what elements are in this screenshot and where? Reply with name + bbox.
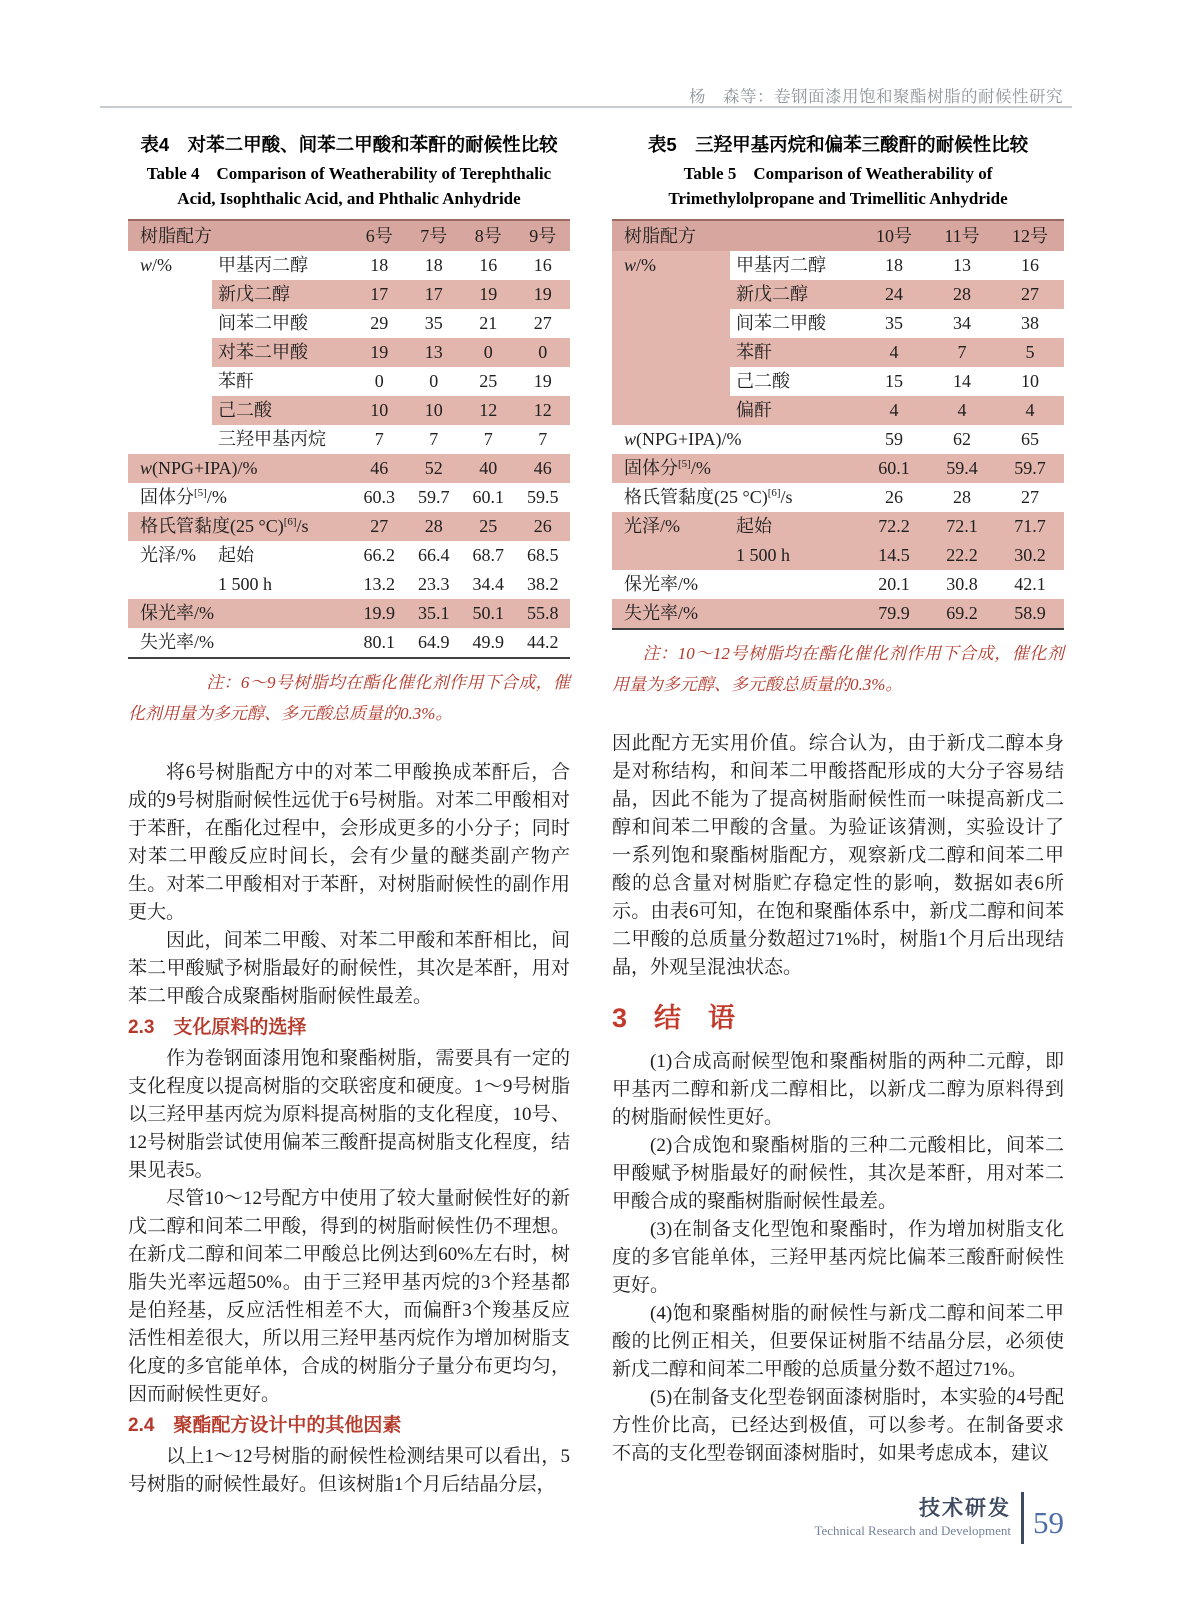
table-cell-value: 59.7 [996, 454, 1064, 483]
table-row-label: 固体分[5]/% [612, 454, 860, 483]
table-row-label: 1 500 h [218, 574, 272, 594]
table-cell-value: 0 [461, 338, 516, 367]
table-header-cell: 12号 [996, 221, 1064, 251]
table-cell-value: 68.7 [472, 545, 504, 565]
table-cell-value: 27 [996, 280, 1064, 309]
table-cell-value: 35 [885, 313, 903, 333]
table-cell-value: 7 [429, 429, 439, 449]
table4 [128, 219, 570, 659]
table-cell-value: 4 [860, 396, 928, 425]
table-header-cell: 11号 [928, 221, 996, 251]
table-cell-value: 72.2 [860, 512, 928, 541]
footer-divider [1021, 1492, 1024, 1544]
body-paragraph: (5)在制备支化型卷钢面漆树脂时，本实验的4号配方性价比高，已经达到极值，可以参考。在制备要求不高的支化型卷钢面漆树脂时，如果考虑成本，建议 [612, 1387, 1064, 1464]
table-row-group-label: 光泽/% [612, 512, 730, 570]
table-row-label: 三羟甲基丙烷 [218, 429, 326, 449]
table-cell-value: 59.5 [527, 487, 559, 507]
table-cell-value: 23.3 [418, 574, 450, 594]
table-cell-value: 66.4 [418, 545, 450, 565]
table-cell-value: 7 [483, 429, 493, 449]
table4-title-en: Table 4 Comparison of Weatherability of Terephthalic Acid, Isophthalic Acid, and Phthalic Anhydride [146, 164, 552, 208]
table-cell-value: 50.1 [461, 599, 516, 628]
table-row-label: 对苯二甲酸 [212, 338, 352, 367]
table-cell-value: 27 [352, 512, 407, 541]
body-paragraph: (2)合成饱和聚酯树脂的三种二元酸相比，间苯二甲酸赋予树脂最好的耐候性，其次是苯酐，用对苯二甲酸合成的聚酯树脂耐候性最差。 [612, 1135, 1064, 1212]
table-cell-value: 7 [538, 429, 548, 449]
table-cell-value: 46 [516, 454, 571, 483]
table-cell-value: 58.9 [996, 599, 1064, 628]
table-cell-value: 60.1 [860, 454, 928, 483]
table-row-label: 失光率/% [140, 632, 214, 652]
table-cell-value: 16 [479, 255, 498, 275]
table-row-label: 新戊二醇 [212, 280, 352, 309]
table-cell-value: 46 [352, 454, 407, 483]
table-cell-value: 64.9 [418, 632, 450, 652]
table-row-label: 1 500 h [730, 541, 860, 570]
table-row-label: w(NPG+IPA)/% [128, 454, 352, 483]
table-row-group-label: w/% [140, 255, 173, 275]
header-rule [100, 106, 1072, 108]
table5-title-cn: 表5 三羟甲基丙烷和偏苯三酸酐的耐候性比较 [647, 134, 1029, 155]
table-cell-value: 4 [996, 396, 1064, 425]
table-cell-value: 0 [516, 338, 571, 367]
body-paragraph: 尽管10～12号配方中使用了较大量耐候性好的新戊二醇和间苯二甲酸，得到的树脂耐候性仍不理想。在新戊二醇和间苯二甲酸总比例达到60%左右时，树脂失光率远超50%。由于三羟甲基丙烷的3个羟基都是伯羟基，反应活性相差不大，而偏酐3个羧基反应活性相差很大，所以用三羟甲基丙烷作为增加树脂支化度的多官能单体，合成的树脂分子量分布更均匀，因而耐候性更好。 [128, 1188, 570, 1405]
table-row-label: 间苯二甲酸 [218, 313, 308, 333]
table-row-label: 甲基丙二醇 [736, 255, 826, 275]
table-cell-value: 17 [352, 280, 407, 309]
table-row-label: 苯酐 [730, 338, 860, 367]
table-cell-value: 60.1 [472, 487, 504, 507]
table-cell-value: 19 [533, 371, 552, 391]
table-cell-value: 17 [407, 280, 462, 309]
table-cell-value: 72.1 [928, 512, 996, 541]
table-cell-value: 19 [352, 338, 407, 367]
table-cell-value: 13 [953, 255, 971, 275]
right-column [612, 132, 1064, 1499]
table-cell-value: 12 [516, 396, 571, 425]
table-cell-value: 20.1 [878, 574, 910, 594]
body-paragraph: (1)合成高耐候型饱和聚酯树脂的两种二元醇，即甲基丙二醇和新戊二醇相比，以新戊二醇为原料得到的树脂耐候性更好。 [612, 1051, 1064, 1128]
table-cell-value: 4 [860, 338, 928, 367]
table-cell-value: 35 [424, 313, 443, 333]
content-columns [128, 132, 1064, 1499]
table-cell-value: 19 [516, 280, 571, 309]
table-row-label: 己二酸 [212, 396, 352, 425]
table-cell-value: 26 [516, 512, 571, 541]
table-row-label: 起始 [218, 545, 254, 565]
table-row-group-label: w/% [612, 251, 730, 425]
table-header-cell: 7号 [407, 221, 462, 251]
table-cell-value: 34.4 [472, 574, 504, 594]
table-cell-value: 65 [1021, 429, 1039, 449]
table-cell-value: 24 [860, 280, 928, 309]
body-paragraph: 以上1～12号树脂的耐候性检测结果可以看出，5号树脂的耐候性最好。但该树脂1个月后结晶分层， [128, 1446, 570, 1495]
table-cell-value: 16 [533, 255, 552, 275]
table-cell-value: 59 [885, 429, 903, 449]
subsection-heading: 2.3 支化原料的选择 [128, 1017, 307, 1038]
table-cell-value: 68.5 [527, 545, 559, 565]
table-cell-value: 59.7 [418, 487, 450, 507]
table-cell-value: 19 [461, 280, 516, 309]
page-number: 59 [1033, 1505, 1064, 1540]
table-row-label: 格氏管黏度(25 °C)[6]/s [624, 487, 793, 507]
table-cell-value: 15 [885, 371, 903, 391]
table5-title-en: Table 5 Comparison of Weatherability of Trimethylolpropane and Trimellitic Anhydride [668, 164, 1008, 208]
table-header-cell: 10号 [860, 221, 928, 251]
table-cell-value: 12 [461, 396, 516, 425]
body-paragraph: 将6号树脂配方中的对苯二甲酸换成苯酐后，合成的9号树脂耐候性远优于6号树脂。对苯二甲酸相对于苯酐，在酯化过程中，会形成更多的小分子；同时对苯二甲酸反应时间长，会有少量的醚类副产物产生。对苯二甲酸相对于苯酐，对树脂耐候性的副作用更大。 [128, 762, 570, 923]
table-cell-value: 38 [1021, 313, 1039, 333]
table-row-label: 保光率/% [624, 574, 698, 594]
table-cell-value: 18 [370, 255, 389, 275]
table4-title-cn: 表4 对苯二甲酸、间苯二甲酸和苯酐的耐候性比较 [140, 134, 558, 155]
table-cell-value: 7 [928, 338, 996, 367]
table-row-label: 格氏管黏度(25 °C)[6]/s [128, 512, 352, 541]
table-cell-value: 5 [996, 338, 1064, 367]
table-row-label: 偏酐 [730, 396, 860, 425]
table-cell-value: 22.2 [928, 541, 996, 570]
table-row-group-label: 光泽/% [140, 545, 196, 565]
table4-note: 注：6～9号树脂均在酯化催化剂作用下合成，催化剂用量为多元醇、多元酸总质量的0.3%。 [128, 673, 570, 723]
left-column [128, 132, 570, 1499]
page-footer [814, 1492, 1064, 1544]
table-cell-value: 35.1 [407, 599, 462, 628]
table-row-label: 间苯二甲酸 [736, 313, 826, 333]
table-cell-value: 30.2 [996, 541, 1064, 570]
table-cell-value: 44.2 [527, 632, 559, 652]
table-cell-value: 16 [1021, 255, 1039, 275]
table-header-cell: 8号 [461, 221, 516, 251]
table5 [612, 219, 1064, 630]
table-cell-value: 27 [533, 313, 552, 333]
table-row-label: 失光率/% [612, 599, 860, 628]
table-row-label: 新戊二醇 [730, 280, 860, 309]
table-header-cell: 树脂配方 [612, 221, 860, 251]
table-cell-value: 30.8 [946, 574, 978, 594]
table-cell-value: 40 [461, 454, 516, 483]
table-cell-value: 49.9 [472, 632, 504, 652]
table-cell-value: 21 [479, 313, 498, 333]
footer-section [814, 1497, 1011, 1540]
table-cell-value: 14 [953, 371, 971, 391]
table-cell-value: 14.5 [860, 541, 928, 570]
table-cell-value: 60.3 [363, 487, 395, 507]
table-row-label: 苯酐 [218, 371, 254, 391]
body-paragraph: (4)饱和聚酯树脂的耐候性与新戊二醇和间苯二甲酸的比例正相关，但要保证树脂不结晶分层，必须使新戊二醇和间苯二甲酸的总质量分数不超过71%。 [612, 1303, 1064, 1380]
body-paragraph: 因此，间苯二甲酸、对苯二甲酸和苯酐相比，间苯二甲酸赋予树脂最好的耐候性，其次是苯酐，用对苯二甲酸合成聚酯树脂耐候性最差。 [128, 930, 570, 1007]
table-cell-value: 19.9 [352, 599, 407, 628]
table-row-label: 保光率/% [128, 599, 352, 628]
table5-note: 注：10～12号树脂均在酯化催化剂作用下合成，催化剂用量为多元醇、多元酸总质量的0.3%。 [612, 644, 1064, 694]
body-paragraph: (3)在制备支化型饱和聚酯时，作为增加树脂支化度的多官能单体，三羟甲基丙烷比偏苯三酸酐耐候性更好。 [612, 1219, 1064, 1296]
right-column-text [612, 730, 1064, 1468]
table-cell-value: 0 [429, 371, 439, 391]
running-head: 杨 森等：卷钢面漆用饱和聚酯树脂的耐候性研究 [689, 87, 1063, 106]
footer-section-cn: 技术研发 [919, 1496, 1011, 1520]
table-cell-value: 38.2 [527, 574, 559, 594]
table-cell-value: 62 [953, 429, 971, 449]
table-row-label: 起始 [730, 512, 860, 541]
table-cell-value: 28 [407, 512, 462, 541]
section-heading: 3 结 语 [612, 1003, 736, 1033]
table-cell-value: 26 [885, 487, 903, 507]
left-column-text [128, 759, 570, 1499]
table-cell-value: 71.7 [996, 512, 1064, 541]
table-cell-value: 29 [370, 313, 389, 333]
table-row-label: 固体分[5]/% [140, 487, 227, 507]
table-cell-value: 28 [928, 280, 996, 309]
table-cell-value: 18 [885, 255, 903, 275]
table-cell-value: 55.8 [516, 599, 571, 628]
table-row-label: 己二酸 [736, 371, 790, 391]
table-cell-value: 66.2 [363, 545, 395, 565]
table-header-cell: 9号 [516, 221, 571, 251]
table-cell-value: 7 [374, 429, 384, 449]
table-cell-value: 69.2 [928, 599, 996, 628]
table-cell-value: 42.1 [1014, 574, 1046, 594]
footer-section-en: Technical Research and Development [814, 1522, 1011, 1538]
table-cell-value: 10 [352, 396, 407, 425]
table-cell-value: 34 [953, 313, 971, 333]
table-cell-value: 25 [461, 512, 516, 541]
table-cell-value: 13.2 [363, 574, 395, 594]
table-cell-value: 10 [407, 396, 462, 425]
table-row-label: 甲基丙二醇 [218, 255, 308, 275]
table-cell-value: 28 [953, 487, 971, 507]
table-cell-value: 18 [424, 255, 443, 275]
table-cell-value: 59.4 [928, 454, 996, 483]
table-cell-value: 25 [479, 371, 498, 391]
table-cell-value: 52 [407, 454, 462, 483]
table-cell-value: 10 [1021, 371, 1039, 391]
table-cell-value: 27 [1021, 487, 1039, 507]
table-cell-value: 13 [407, 338, 462, 367]
body-paragraph: 因此配方无实用价值。综合认为，由于新戊二醇本身是对称结构，和间苯二甲酸搭配形成的大分子容易结晶，因此不能为了提高树脂耐候性而一味提高新戊二醇和间苯二甲酸的含量。为验证该猜测，实验设计了一系列饱和聚酯树脂配方，观察新戊二醇和间苯二甲酸的总含量对树脂贮存稳定性的影响，数据如表6所示。由表6可知，在饱和聚酯体系中，新戊二醇和间苯二甲酸的总质量分数超过71%时，树脂1个月后出现结晶，外观呈混浊状态。 [612, 733, 1064, 978]
table-cell-value: 0 [374, 371, 384, 391]
body-paragraph: 作为卷钢面漆用饱和聚酯树脂，需要具有一定的支化程度以提高树脂的交联密度和硬度。1～9号树脂以三羟甲基丙烷为原料提高树脂的支化程度，10号、12号树脂尝试使用偏苯三酸酐提高树脂支化程度，结果见表5。 [128, 1048, 570, 1181]
table-cell-value: 79.9 [860, 599, 928, 628]
table-cell-value: 4 [928, 396, 996, 425]
table-cell-value: 80.1 [363, 632, 395, 652]
table-row-label: w(NPG+IPA)/% [624, 429, 742, 449]
table-header-cell: 树脂配方 [128, 221, 352, 251]
subsection-heading: 2.4 聚酯配方设计中的其他因素 [128, 1415, 402, 1436]
table-header-cell: 6号 [352, 221, 407, 251]
